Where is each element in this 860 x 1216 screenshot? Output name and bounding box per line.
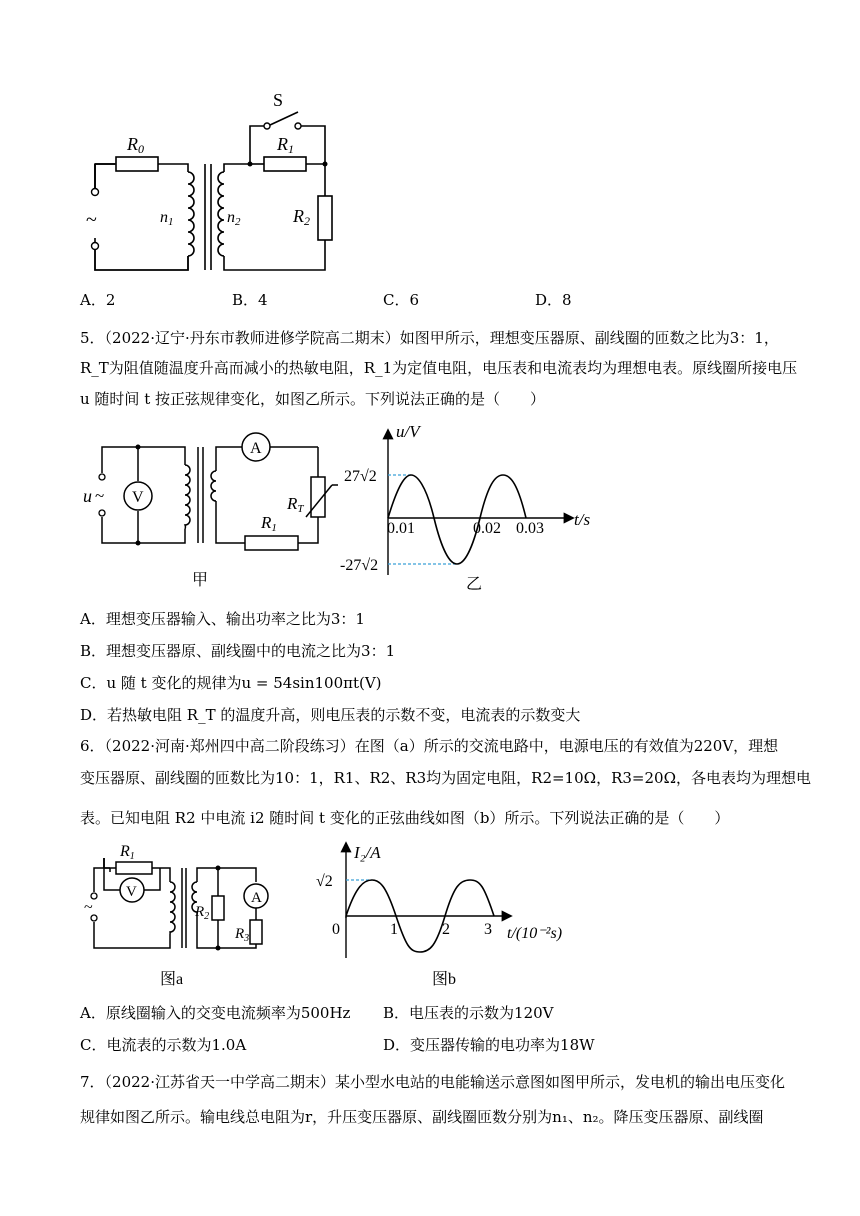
q6-current-graph-b — [310, 838, 590, 988]
q5-option-a[interactable]: A．理想变压器输入、输出功率之比为3：1 — [80, 610, 365, 628]
tick-label-2: 2 — [442, 921, 450, 938]
q6-circuit-figure-a — [80, 838, 280, 988]
r1-label: R1 — [261, 513, 277, 534]
y-axis-label: I₂/A — [354, 843, 381, 862]
q6-stem-line-3: 表。已知电阻 R2 中电流 i2 随时间 t 变化的正弦曲线如图（b）所示。下列说法正确的是（ ） — [80, 809, 730, 827]
q4-option-a[interactable]: A．2 — [80, 291, 116, 309]
q5-stem-line-2: R_T为阻值随温度升高而减小的热敏电阻，R_1为定值电阻，电压表和电流表均为理想电表。原线圈所接电压 — [80, 359, 798, 377]
q7-stem-line-1: 7．（2022·江苏省天一中学高二期末）某小型水电站的电能输送示意图如图甲所示，发电机的输出电压变化 — [80, 1073, 785, 1091]
q5-option-b[interactable]: B．理想变压器原、副线圈中的电流之比为3：1 — [80, 642, 396, 660]
tick-label-1: 1 — [390, 921, 398, 938]
q6-option-d[interactable]: D．变压器传输的电功率为18W — [383, 1036, 595, 1054]
y-max-label: 27√2 — [344, 468, 377, 485]
rt-label: RT — [287, 494, 304, 515]
q5-option-c[interactable]: C．u 随 t 变化的规律为u = 54sin100πt(V) — [80, 674, 382, 692]
ac-symbol: ~ — [84, 899, 93, 916]
figure-caption-b: 图b — [432, 971, 457, 988]
q5-stem-line-1: 5．（2022·辽宁·丹东市教师进修学院高二期末）如图甲所示，理想变压器原、副线圈的匝数之比为3：1， — [80, 329, 779, 347]
x-axis-label: t/s — [574, 510, 591, 529]
q4-circuit-figure — [80, 88, 350, 280]
tick-label-3: 3 — [484, 921, 492, 938]
q4-option-b[interactable]: B．4 — [232, 291, 268, 309]
q6-option-b[interactable]: B．电压表的示数为120V — [383, 1004, 554, 1022]
figure-caption-yi: 乙 — [466, 576, 483, 593]
q5-stem-line-3: u 随时间 t 按正弦规律变化，如图乙所示。下列说法正确的是（ ） — [80, 390, 545, 408]
r1-label: R1 — [277, 134, 294, 156]
q6-option-c[interactable]: C．电流表的示数为1.0A — [80, 1036, 247, 1054]
origin-label: 0 — [332, 921, 340, 938]
q5-circuit-figure-jia — [80, 425, 355, 595]
y-min-label: -27√2 — [340, 557, 379, 574]
q4-option-c[interactable]: C．6 — [383, 291, 420, 309]
tick-label-002: 0.02 — [473, 520, 501, 537]
y-max-label: √2 — [316, 873, 333, 890]
q6-stem-line-1: 6．（2022·河南·郑州四中高二阶段练习）在图（a）所示的交流电路中，电源电压的有效值为220V，理想 — [80, 737, 779, 755]
r1-label: R1 — [120, 843, 135, 862]
n2-label: n2 — [227, 209, 241, 228]
voltmeter-label: V — [126, 884, 137, 900]
ac-source-symbol: ~ — [86, 209, 97, 231]
y-axis-label: u/V — [396, 425, 420, 441]
voltmeter-label: V — [132, 489, 144, 506]
r0-label: R0 — [127, 134, 144, 156]
q6-option-a[interactable]: A．原线圈输入的交变电流频率为500Hz — [80, 1004, 351, 1022]
tick-label-003: 0.03 — [516, 520, 544, 537]
switch-label: S — [273, 90, 284, 110]
r3-label: $R_3$ — [235, 926, 250, 944]
q5-voltage-graph-yi — [340, 425, 600, 595]
q7-stem-line-2: 规律如图乙所示。输电线总电阻为r，升压变压器原、副线圈匝数分别为n₁、n₂。降压变压器原、副线圈 — [80, 1108, 764, 1126]
u-label: u — [83, 486, 92, 506]
ammeter-label: A — [251, 890, 262, 906]
r2-label: R2 — [293, 206, 310, 228]
q4-option-d[interactable]: D．8 — [535, 291, 572, 309]
n1-label: n1 — [160, 209, 174, 228]
tick-label-001: 0.01 — [387, 520, 415, 537]
q6-stem-line-2: 变压器原、副线圈的匝数比为10：1，R1、R2、R3均为固定电阻，R2=10Ω，R3=20Ω，各电表均为理想电 — [80, 769, 812, 787]
q5-option-d[interactable]: D．若热敏电阻 R_T 的温度升高，则电压表的示数不变，电流表的示数变大 — [80, 706, 581, 724]
figure-caption-jia: 甲 — [192, 572, 209, 589]
ammeter-label: A — [250, 440, 262, 457]
ac-symbol: ~ — [95, 486, 105, 505]
r2-label: $R_2$ — [195, 904, 210, 922]
figure-caption-a: 图a — [160, 971, 184, 988]
x-axis-label: t/(10⁻²s) — [507, 925, 563, 942]
